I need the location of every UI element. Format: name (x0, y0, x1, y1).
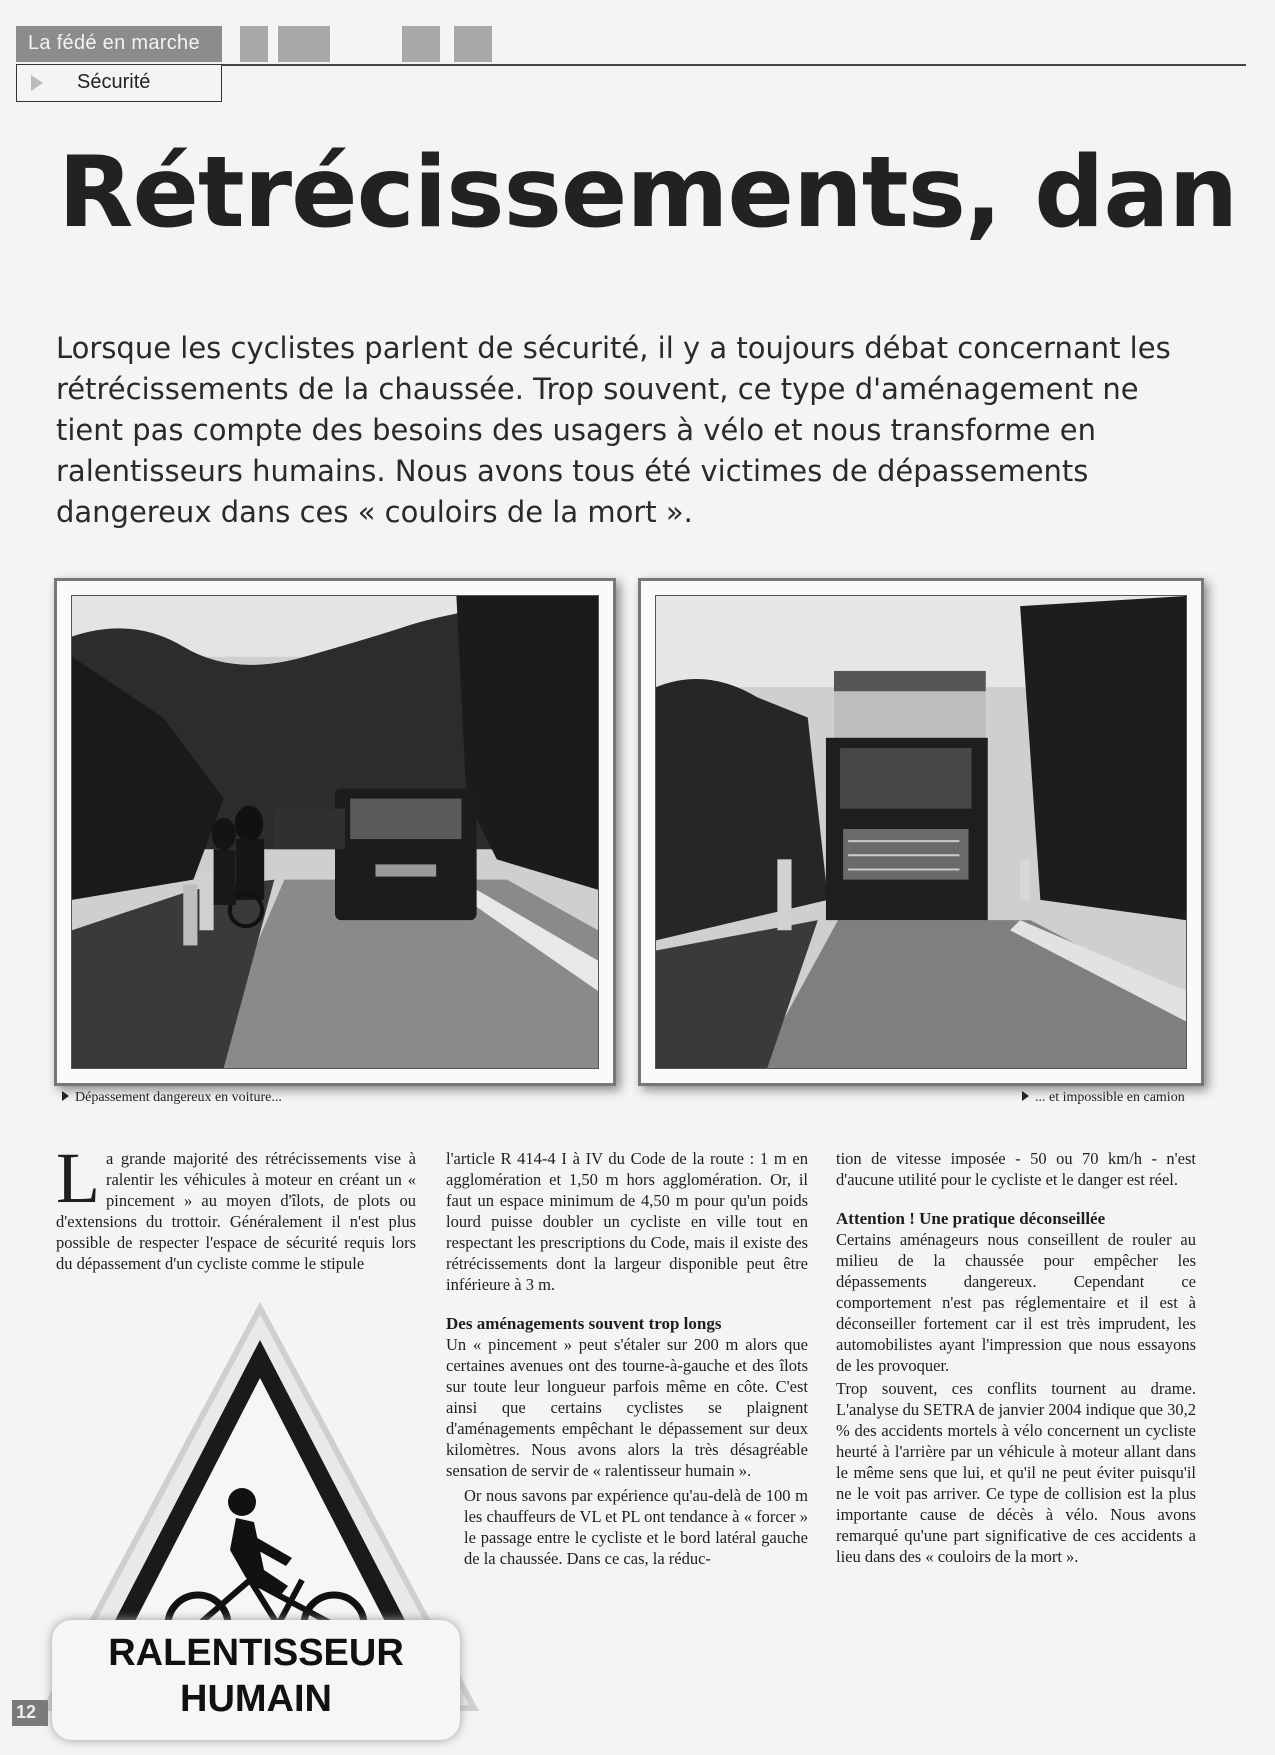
column-paragraph: tion de vitesse imposée - 50 ou 70 km/h - n'est d'aucune utilité pour le cycliste et le danger est réel. (836, 1149, 1196, 1189)
article-column-1 (56, 1138, 416, 1274)
header-decor-square (454, 26, 492, 62)
rubric-label: La fédé en marche (28, 32, 200, 54)
section-label: Sécurité (77, 71, 151, 93)
column-text: a grande majorité des rétrécissements vise à ralentir les véhicules à moteur en créant un « pincement » au moyen d'îlots, de plots ou d'extensions du trottoir. Généralement il n'est plus possible de respecter l'espace de sécurité requis lors du dépassement d'un cycliste comme le stipule (56, 1149, 416, 1273)
header-decor-square (402, 26, 440, 62)
page-number-badge (12, 1700, 48, 1726)
article-title: Rétrécissements, dan (58, 136, 1238, 250)
section-tab (16, 64, 222, 102)
column-paragraph: l'article R 414-4 I à IV du Code de la route : 1 m en agglomération et 1,50 m hors agglomération. Or, il faut un espace minimum de 4,50 m pour qu'un poids lourd puisse doubler un cycliste en ville tout en respectant les prescriptions du Code, mais il existe des rétrécissements dont la largeur disponible peut être inférieure à 3 m. (446, 1149, 808, 1294)
header-decor-square (278, 26, 330, 62)
rubric-band (16, 26, 222, 62)
column-paragraph: Un « pincement » peut s'étaler sur 200 m alors que certaines avenues ont des tourne-à-gauche et des îlots sur toute leur longueur parfois même en côte. C'est ainsi que certains cyclistes se plaignent d'aménagements empêchant le dépassement sur deux kilomètres. Nous avons alors la très désagréable sensation de servir de « ralentisseur humain ». (446, 1335, 808, 1480)
bullet-triangle-icon (62, 1091, 69, 1101)
article-lead: Lorsque les cyclistes parlent de sécurité, il y a toujours débat concernant les rétrécissements de la chaussée. Trop souvent, ce type d'aménagement ne tient pas compte des besoins des usagers à vélo et nous transforme en ralentisseurs humains. Nous avons tous été victimes de dépassements dangereux dans ces « couloirs de la mort ». (56, 331, 1171, 529)
header-decor-square (240, 26, 268, 62)
photo-car-image (72, 596, 598, 1068)
sign-text-line-1: RALENTISSEUR (108, 1632, 404, 1674)
column-paragraph: Certains aménageurs nous conseillent de rouler au milieu de la chaussée pour empêcher les dépassements dangereux. Cependant ce comportement n'est pas réglementaire et il est à déconseiller fortement car il est très imprudent, les automobilistes ayant l'impression que nous essayons de les provoquer. (836, 1230, 1196, 1375)
article-column-2 (446, 1148, 808, 1569)
bullet-triangle-icon (1022, 1091, 1029, 1101)
sign-text-line-2: HUMAIN (180, 1678, 332, 1720)
photo-truck-image (656, 596, 1186, 1068)
article-column-3 (836, 1148, 1196, 1567)
column-paragraph: Trop souvent, ces conflits tournent au drame. L'analyse du SETRA de janvier 2004 indique que 30,2 % des accidents mortels à vélo concernent un cycliste heurté à l'arrière par un véhicule à moteur allant dans le même sens que lui, et qu'il ne peut éviter puisqu'il ne le voit pas arriver. Ce type de collision est la plus importante cause de décès à vélo. Nous avons remarqué qu'une part significative de ces accidents a lieu dans des « couloirs de la mort ». (836, 1379, 1196, 1566)
photo-truck (638, 578, 1204, 1086)
page-number: 12 (16, 1702, 37, 1722)
drop-cap: L (56, 1138, 100, 1218)
arrow-icon (31, 75, 43, 91)
subheading: Des aménagements souvent trop longs (446, 1314, 722, 1333)
sign-plate (52, 1620, 460, 1740)
header-rule (222, 64, 1246, 66)
column-paragraph: Or nous savons par expérience qu'au-delà de 100 m les chauffeurs de VL et PL ont tendance à « forcer » le passage entre le cycliste et le bord latéral gauche de la chaussée. Dans ce cas, la réduc- (464, 1486, 808, 1568)
subheading: Attention ! Une pratique déconseillée (836, 1209, 1106, 1228)
photo-car (54, 578, 616, 1086)
photo-caption: ... et impossible en camion (1022, 1090, 1185, 1106)
photo-caption: Dépassement dangereux en voiture... (62, 1090, 282, 1106)
